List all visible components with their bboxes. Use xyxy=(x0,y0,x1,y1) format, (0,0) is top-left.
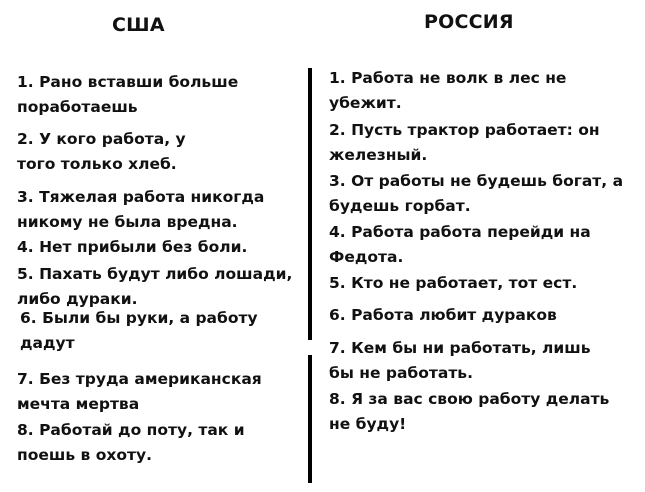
usa-proverb-4: 4. Нет прибыли без боли. xyxy=(17,238,248,256)
russia-proverb-6: 6. Работа любит дураков xyxy=(329,306,557,324)
russia-column-title: РОССИЯ xyxy=(424,11,514,33)
column-divider-bottom xyxy=(308,355,312,483)
russia-proverb-8: 8. Я за вас свою работу делать не буду! xyxy=(329,390,610,433)
column-divider-top xyxy=(308,68,312,340)
usa-column-title: США xyxy=(112,14,165,36)
russia-proverb-4: 4. Работа работа перейди на Федота. xyxy=(329,223,591,266)
russia-proverb-7: 7. Кем бы ни работать, лишь бы не работать. xyxy=(329,339,591,382)
russia-proverb-1: 1. Работа не волк в лес не убежит. xyxy=(329,69,567,112)
usa-proverb-2: 2. У кого работа, у того только хлеб. xyxy=(17,130,186,173)
russia-proverb-3: 3. От работы не будешь богат, а будешь горбат. xyxy=(329,172,624,215)
russia-proverb-2: 2. Пусть трактор работает: он железный. xyxy=(329,121,600,164)
usa-proverb-5: 5. Пахать будут либо лошади, либо дураки. xyxy=(17,265,293,308)
usa-proverb-7: 7. Без труда американская мечта мертва xyxy=(17,370,262,413)
usa-proverb-8: 8. Работай до поту, так и поешь в охоту. xyxy=(17,421,245,464)
usa-proverb-3: 3. Тяжелая работа никогда никому не была вредна. xyxy=(17,188,265,231)
usa-proverb-1: 1. Рано вставши больше поработаешь xyxy=(17,73,239,116)
usa-proverb-6: 6. Были бы руки, а работу дадут xyxy=(20,309,258,352)
russia-proverb-5: 5. Кто не работает, тот ест. xyxy=(329,274,578,292)
